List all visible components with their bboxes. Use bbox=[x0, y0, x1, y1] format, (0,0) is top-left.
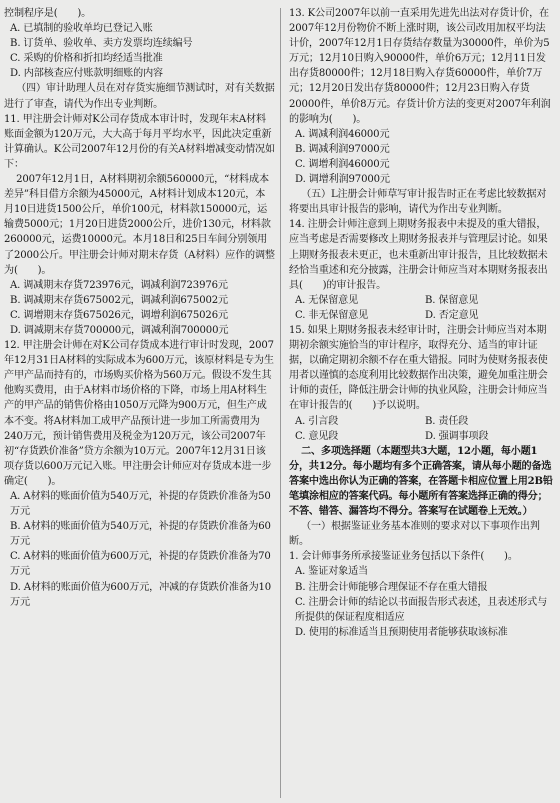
answer-option: A. 已填制的验收单均已登记入账 bbox=[10, 23, 153, 35]
answer-option: B. 责任段 bbox=[425, 415, 469, 427]
answer-option-row bbox=[289, 293, 555, 308]
answer-option: A. 鉴证对象适当 bbox=[295, 566, 368, 578]
answer-option: A. 无保留意见 bbox=[295, 294, 359, 306]
answer-option: D. 调减期末存货700000元，调减利润700000元 bbox=[10, 324, 229, 336]
answer-option: A. 调减利润46000元 bbox=[295, 128, 390, 140]
question-text: 11. 甲注册会计师对K公司存货成本审计时，发现年末A材料账面金额为120万元，大大高于每月平均水平，因此决定重新计算确认。K公司2007年12月份的有关A材料增减变动情况如下： bbox=[4, 113, 275, 170]
answer-option-row bbox=[289, 429, 555, 444]
answer-option-row bbox=[289, 414, 555, 429]
answer-option: D. 强调事项段 bbox=[425, 430, 489, 442]
question-text: 13. K公司2007年以前一直采用先进先出法对存货计价，在2007年12月份物价不断上涨时期，该公司改用加权平均法计价，2007年12月1日存货结存数量为30000件，单价为5万元；12月10日购入90000件，单价6万元；12月11日发出存货80000件；12月18日购入存货60000件，单价7万元；12月20日发出存货80000件；12月23日购入存货20000件，单价8万元。存货计价方法的变更对2007年利润的影响为( )。 bbox=[289, 8, 551, 125]
answer-option: C. 非无保留意见 bbox=[295, 309, 369, 321]
answer-option: D. 内部核查应付账款明细账的内容 bbox=[10, 68, 163, 80]
answer-option: A. 调减期末存货723976元，调减利润723976元 bbox=[10, 279, 228, 291]
question-text: 15. 如果上期财务报表未经审计时，注册会计师应当对本期期初余额实施恰当的审计程序，取得充分、适当的审计证据，以确定期初余额不存在重大错报。同时为使财务报表使用者以谨慎的态度利用比较数据作出决策，避免加重注册会计师的责任，降低注册会计师的执业风险，注册会计师应当在审计报告的( )予以说明。 bbox=[289, 324, 548, 412]
question-text: 2007年12月1日，A材料期初余额560000元，“材料成本差异”科目借方余额为45000元，A材料计划成本120元，本月10日进货1500公斤，单价100元，材料款150000元，运输费5000元；1月20日进货2000公斤，进价130元，材料款260000元，运费10000元。本月18日和25日车间分别领用了2000公斤。甲注册会计师对期末存货（A材料）应作的调整为( )。 bbox=[4, 174, 275, 276]
answer-option: D. A材料的账面价值为600万元，冲减的存货跌价准备为10万元 bbox=[10, 581, 272, 608]
question-text: （五）L注册会计师草写审计报告时正在考虑比较数据对将要出具审计报告的影响，请代为作出专业判断。 bbox=[289, 189, 547, 216]
right-column bbox=[289, 6, 555, 640]
question-text: 控制程序是( )。 bbox=[4, 8, 92, 19]
answer-option: C. 调增期末存货675026元，调增利润675026元 bbox=[10, 309, 228, 321]
question-text: （一）根据鉴证业务基本准则的要求对以下事项作出判断。 bbox=[289, 521, 540, 548]
answer-option: B. A材料的账面价值为540万元，补提的存货跌价准备为60万元 bbox=[10, 521, 271, 548]
answer-option-row bbox=[289, 308, 555, 323]
answer-option: B. 调减利润97000元 bbox=[295, 143, 390, 155]
answer-option: D. 否定意见 bbox=[425, 309, 479, 321]
answer-option: B. 订货单、验收单、卖方发票均连续编号 bbox=[10, 38, 193, 50]
answer-option: B. 保留意见 bbox=[425, 294, 479, 306]
answer-option: B. 调减期末存货675002元，调减利润675002元 bbox=[10, 294, 228, 306]
question-text: 12. 甲注册会计师在对K公司存货成本进行审计时发现，2007年12月31日A材料的实际成本为600万元，该原材料是专为生产甲产品而持有的，市场购买价格为560万元。假设不发生其他购买费用，由于A材料市场价格的下降，市场上用A材料生产的甲产品的销售价格由1050万元降为900万元，但生产成本不变。将A材料加工成甲产品预计进一步加工所需费用为240万元，预计销售费用及税金为120万元，该公司2007年初“存货跌价准备”贷方余额为10万元。2007年12月31日该项存货以600万元记入账。甲注册会计师应对存货成本进一步确定( )。 bbox=[4, 340, 274, 487]
answer-option: D. 使用的标准适当且预期使用者能够获取该标准 bbox=[295, 626, 508, 638]
answer-option: C. 调增利润46000元 bbox=[295, 158, 390, 170]
answer-option: A. 引言段 bbox=[295, 415, 339, 427]
column-divider bbox=[280, 8, 281, 798]
answer-option: C. 注册会计师的结论以书面报告形式表述，且表述形式与所提供的保证程度相适应 bbox=[295, 596, 548, 623]
question-text: （四）审计助理人员在对存货实施细节测试时，对有关数据进行了审查，请代为作出专业判断。 bbox=[4, 83, 275, 110]
answer-option: C. 采购的价格和折扣均经适当批准 bbox=[10, 53, 163, 65]
answer-option: D. 调增利润97000元 bbox=[295, 174, 390, 186]
answer-option: C. 意见段 bbox=[295, 430, 339, 442]
question-text: 二、多项选择题（本题型共3大题，12小题，每小题1分，共12分。每小题均有多个正确答案，请从每小题的备选答案中选出你认为正确的答案，在答题卡相应位置上用2B铅笔填涂相应的答案代码。每小题所有答案选择正确的得分；不答、错答、漏答均不得分。答案写在试题卷上无效。） bbox=[289, 445, 553, 518]
answer-option: A. A材料的账面价值为540万元，补提的存货跌价准备为50万元 bbox=[10, 491, 271, 518]
question-text: 14. 注册会计师注意到上期财务报表中未提及的重大错报，应当考虑是否需要修改上期财务报表并与管理层讨论。如果上期财务报表未更正，也未重新出审计报告，且比较数据未经恰当重述和充分披露，注册会计师应当对本期财务报表出具( )的审计报告。 bbox=[289, 219, 548, 291]
left-column bbox=[4, 6, 275, 610]
answer-option: B. 注册会计师能够合理保证不存在重大错报 bbox=[295, 581, 488, 593]
answer-option: C. A材料的账面价值为600万元，补提的存货跌价准备为70万元 bbox=[10, 551, 271, 578]
question-text: 1. 会计师事务所承接鉴证业务包括以下条件( )。 bbox=[289, 551, 518, 563]
